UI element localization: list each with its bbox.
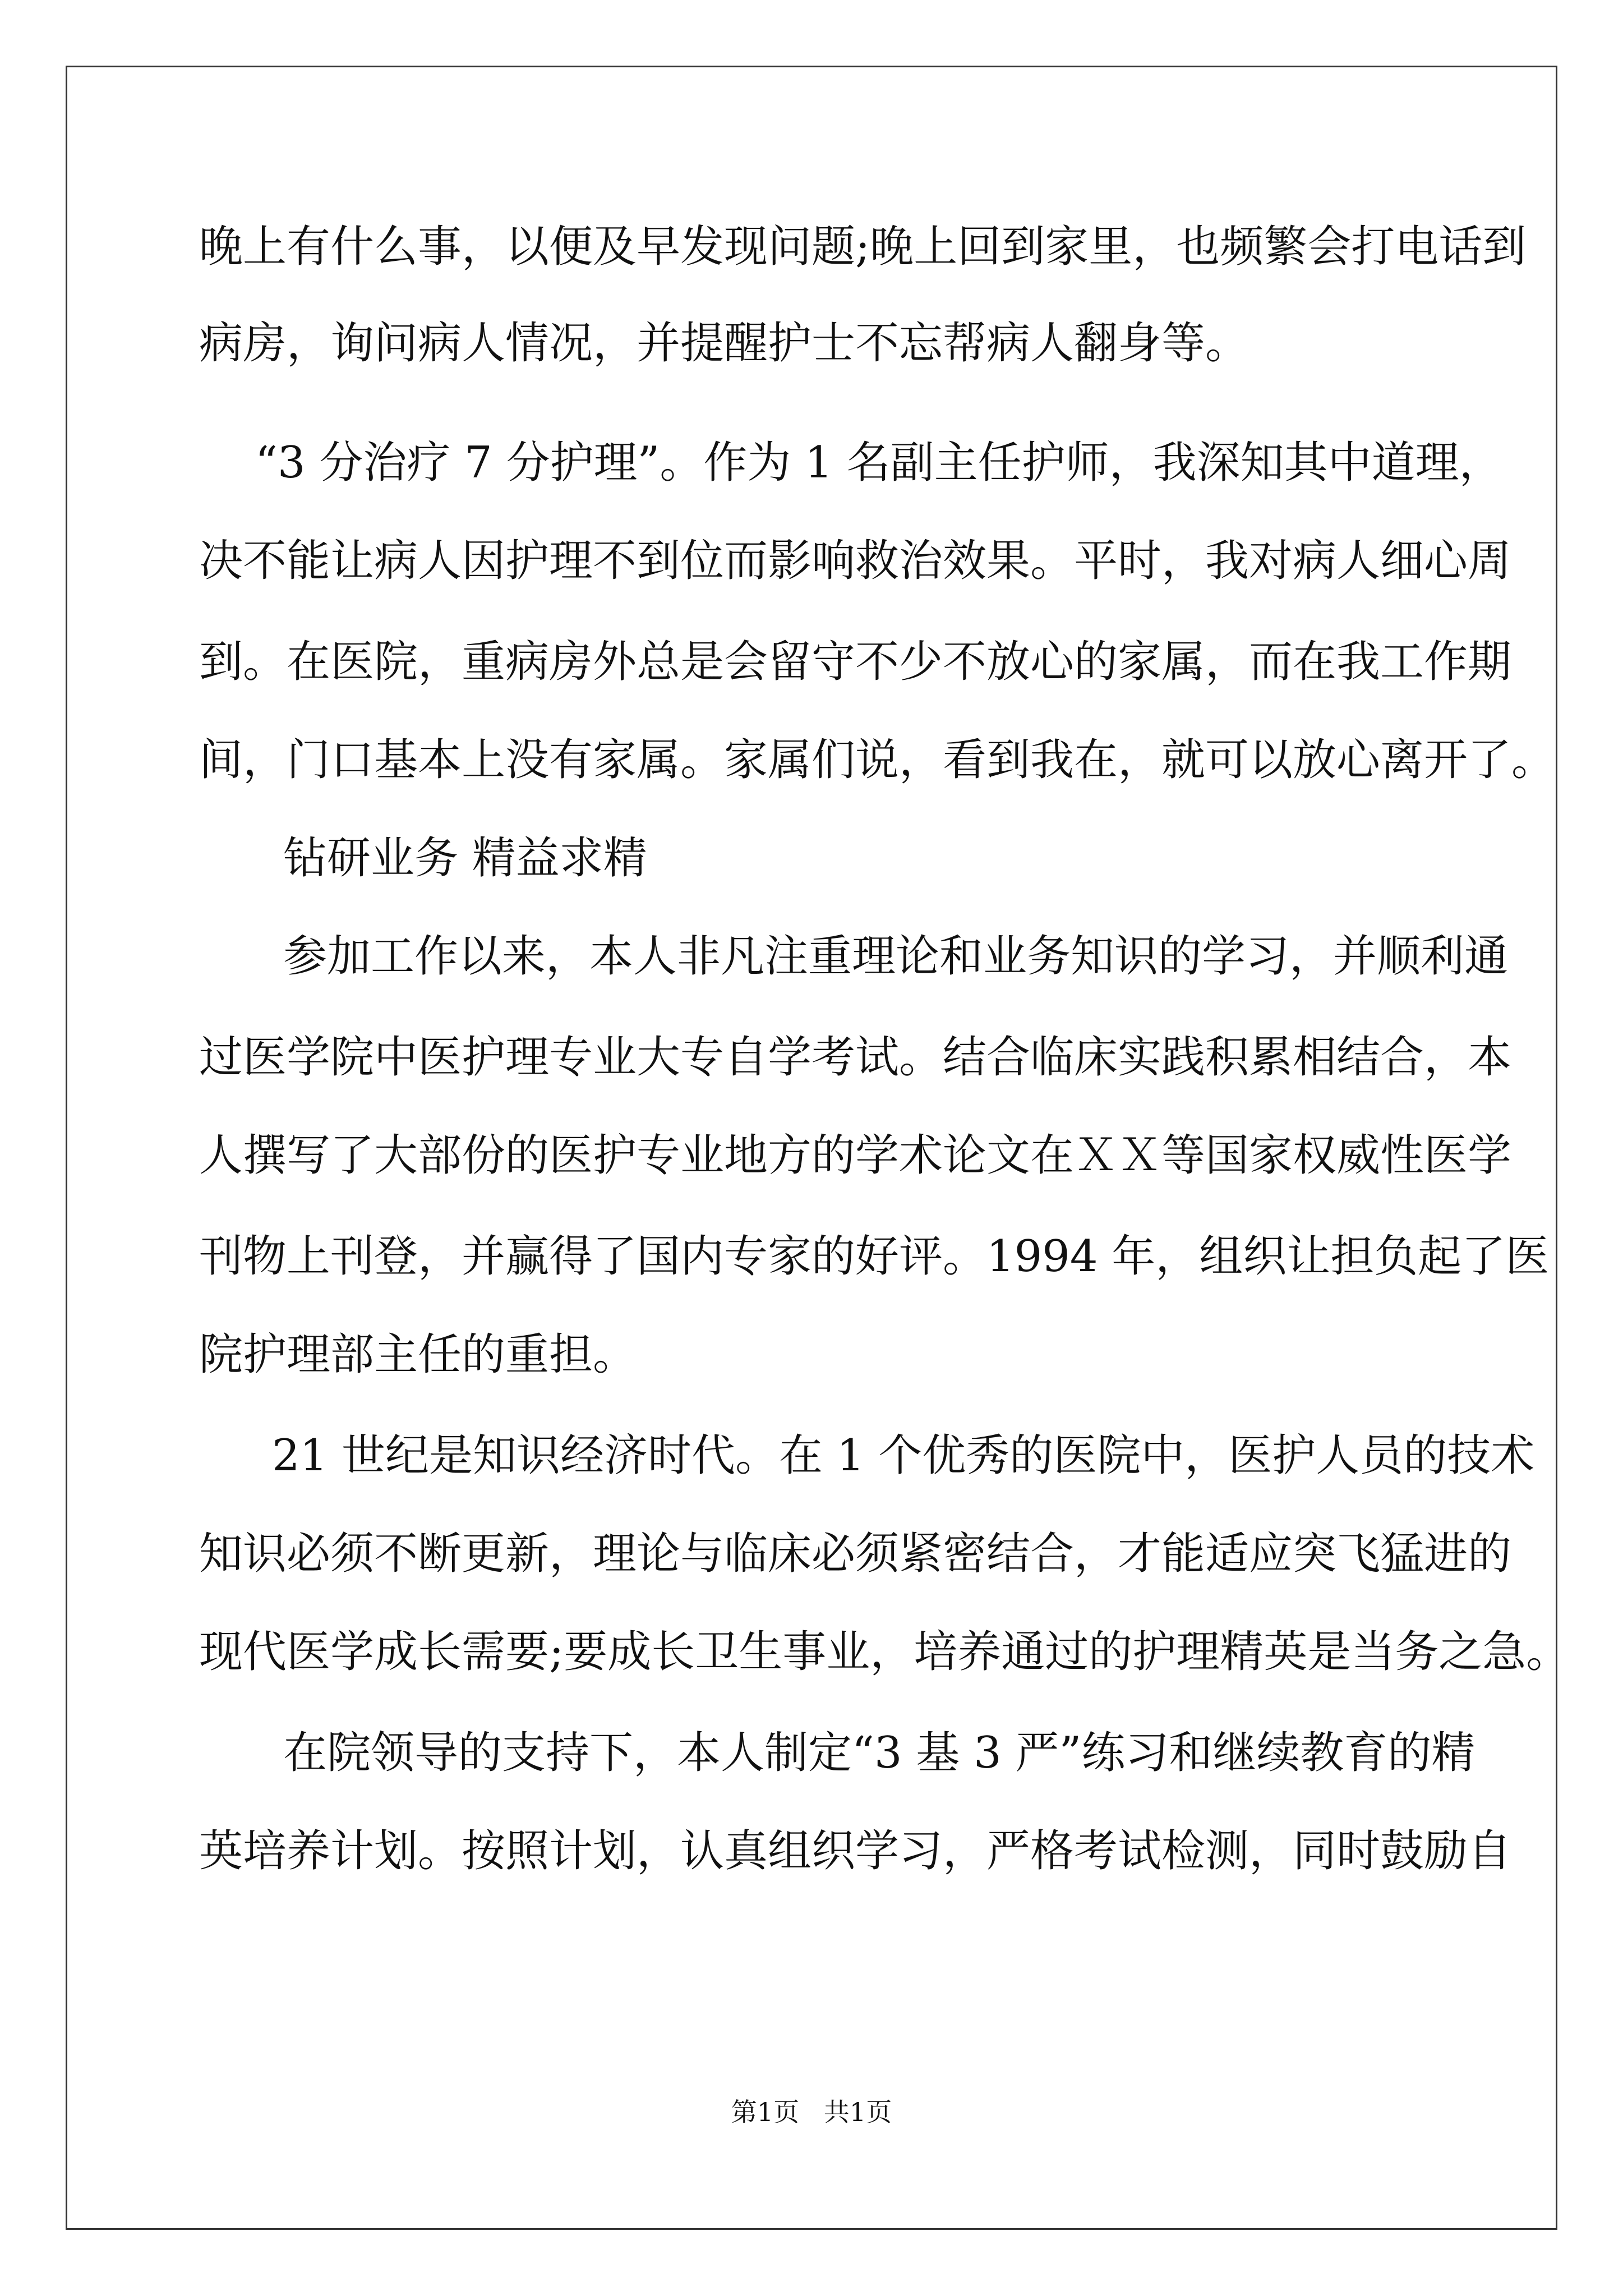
text-line: 21 世纪是知识经济时代。在 1 个优秀的医院中，医护人员的技术 bbox=[272, 1430, 1535, 1481]
text-line: 决不能让病人因护理不到位而影响救治效果。平时，我对病人细心周 bbox=[199, 536, 1512, 586]
text-line: “3 分治疗 7 分护理”。作为 1 名副主任护师，我深知其中道理， bbox=[255, 438, 1503, 488]
text-line: 知识必须不断更新，理论与临床必须紧密结合，才能适应突飞猛进的 bbox=[199, 1529, 1512, 1579]
text-line: 人撰写了大部份的医护专业地方的学术论文在ＸＸ等国家权威性医学 bbox=[199, 1130, 1512, 1181]
text-line: 间，门口基本上没有家属。家属们说，看到我在，就可以放心离开了。 bbox=[199, 735, 1556, 785]
section-heading: 钻研业务 精益求精 bbox=[283, 833, 647, 884]
text-line: 院护理部主任的重担。 bbox=[199, 1329, 637, 1380]
text-line: 到。在医院，重病房外总是会留守不少不放心的家属，而在我工作期 bbox=[199, 637, 1512, 687]
text-line: 晚上有什么事，以便及早发现问题;晚上回到家里，也频繁会打电话到 bbox=[199, 222, 1527, 272]
text-line: 英培养计划。按照计划，认真组织学习，严格考试检测，同时鼓励自 bbox=[199, 1826, 1512, 1876]
text-line: 参加工作以来，本人非凡注重理论和业务知识的学习，并顺利通 bbox=[283, 931, 1509, 982]
text-line: 在院领导的支持下，本人制定“3 基 3 严”练习和继续教育的精 bbox=[283, 1728, 1476, 1778]
text-line: 过医学院中医护理专业大专自学考试。结合临床实践积累相结合，本 bbox=[199, 1032, 1512, 1083]
page-footer: 第1页 共1页 bbox=[731, 2097, 892, 2127]
text-line: 刊物上刊登，并赢得了国内专家的好评。1994 年，组织让担负起了医 bbox=[199, 1231, 1550, 1282]
text-line: 病房，询问病人情况，并提醒护士不忘帮病人翻身等。 bbox=[199, 318, 1249, 369]
text-line: 现代医学成长需要;要成长卫生事业，培养通过的护理精英是当务之急。 bbox=[199, 1627, 1570, 1677]
